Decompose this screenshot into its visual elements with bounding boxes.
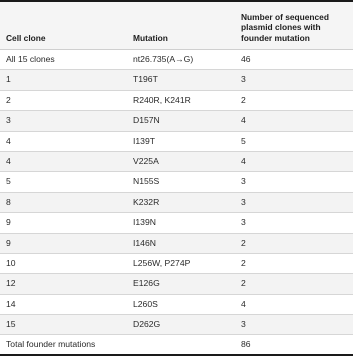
cell-plasmid-count: 2: [241, 257, 246, 268]
cell-mutation: D157N: [133, 115, 160, 126]
cell-plasmid-count: 4: [241, 115, 246, 126]
cell-clone: All 15 clones: [6, 54, 55, 64]
cell-mutation: I139T: [133, 135, 155, 146]
table-row: [0, 335, 353, 355]
cell-plasmid-count: 4: [241, 155, 246, 166]
table-header: [0, 2, 353, 50]
table-row: [0, 70, 353, 90]
cell-mutation: I139N: [133, 217, 156, 228]
table-row: [0, 274, 353, 294]
cell-plasmid-count: 3: [241, 176, 246, 187]
cell-clone: 5: [6, 176, 11, 187]
cell-clone: 2: [6, 94, 11, 105]
cell-plasmid-count: 3: [241, 319, 246, 330]
cell-clone: 9: [6, 217, 11, 228]
cell-mutation: nt26.735(A→G): [133, 54, 194, 64]
cell-clone: 8: [6, 196, 11, 207]
cell-clone: 9: [6, 237, 11, 248]
cell-plasmid-count: 3: [241, 74, 246, 85]
cell-plasmid-count: 2: [241, 278, 246, 289]
cell-plasmid-count: 3: [241, 217, 246, 228]
header-plasmid-count-line: plasmid clones with: [241, 22, 321, 32]
cell-plasmid-count: 86: [241, 339, 251, 350]
cell-clone: 12: [6, 278, 16, 289]
cell-clone: 4: [6, 155, 11, 166]
cell-clone: Total founder mutations: [6, 339, 96, 350]
header-mutation: Mutation: [133, 32, 168, 43]
table-row: [0, 193, 353, 213]
cell-clone: 3: [6, 115, 11, 126]
table-row: [0, 152, 353, 172]
table-row: [0, 295, 353, 315]
table-row: [0, 172, 353, 192]
cell-clone: 10: [6, 257, 16, 268]
table-row: [0, 111, 353, 131]
table-row: [0, 213, 353, 233]
header-plasmid-count: [241, 12, 353, 44]
table-row: [0, 254, 353, 274]
header-plasmid-count-line: Number of sequenced: [241, 11, 329, 22]
cell-plasmid-count: 3: [241, 196, 246, 207]
cell-clone: 1: [6, 74, 11, 85]
cell-mutation: D262G: [133, 319, 161, 330]
cell-plasmid-count: 2: [241, 94, 246, 105]
header-plasmid-count-line: founder mutation: [241, 32, 310, 43]
table-row: [0, 315, 353, 335]
cell-clone: 15: [6, 319, 16, 330]
cell-clone: 14: [6, 298, 16, 309]
cell-mutation: N155S: [133, 176, 160, 187]
cell-plasmid-count: 2: [241, 237, 246, 248]
table-row: [0, 50, 353, 70]
cell-mutation: V225A: [133, 155, 159, 166]
table-row: [0, 234, 353, 254]
cell-plasmid-count: 5: [241, 135, 246, 146]
header-cell-clone: Cell clone: [6, 32, 46, 43]
cell-mutation: K232R: [133, 196, 160, 207]
table-row: [0, 91, 353, 111]
cell-mutation: T196T: [133, 74, 158, 85]
cell-plasmid-count: 46: [241, 54, 251, 64]
cell-mutation: I146N: [133, 237, 156, 248]
cell-mutation: E126G: [133, 278, 160, 289]
cell-clone: 4: [6, 135, 11, 146]
cell-mutation: R240R, K241R: [133, 94, 191, 105]
cell-mutation: L256W, P274P: [133, 257, 191, 268]
table-body: [0, 50, 353, 356]
cell-mutation: L260S: [133, 298, 158, 309]
cell-plasmid-count: 4: [241, 298, 246, 309]
table-row: [0, 132, 353, 152]
